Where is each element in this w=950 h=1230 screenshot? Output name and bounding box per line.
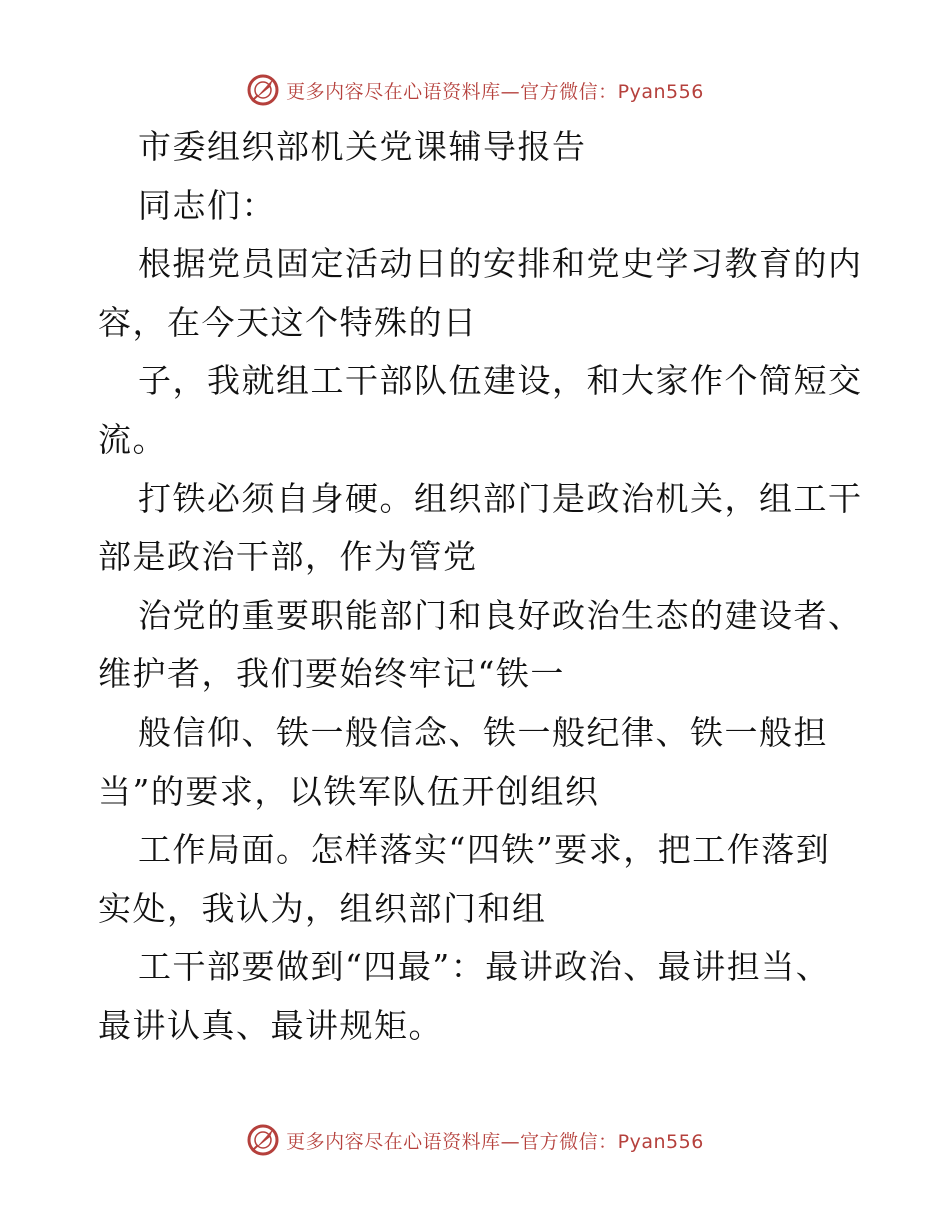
quill-pen-logo-icon <box>246 73 280 107</box>
text-line: 市委组织部机关党课辅导报告 <box>138 127 587 166</box>
header-banner-text: 更多内容尽在心语资料库—官方微信：Pyan556 <box>286 80 704 103</box>
text-line: 最讲认真、最讲规矩。 <box>98 1005 443 1045</box>
text-line: 容，在今天这个特殊的日 <box>98 302 478 342</box>
text-line: 工干部要做到“四最”：最讲政治、最讲担当、 <box>138 947 831 987</box>
footer-banner <box>0 1120 950 1160</box>
text-line: 流。 <box>98 419 167 459</box>
footer-banner-text: 更多内容尽在心语资料库—官方微信：Pyan556 <box>286 1130 704 1153</box>
text-line: 般信仰、铁一般信念、铁一般纪律、铁一般担 <box>138 712 828 752</box>
text-line: 治党的重要职能部门和良好政治生态的建设者、 <box>138 595 863 635</box>
text-line: 根据党员固定活动日的安排和党史学习教育的内 <box>138 244 863 284</box>
text-line: 同志们： <box>138 185 276 225</box>
text-line: 打铁必须自身硬。组织部门是政治机关，组工干 <box>138 478 863 518</box>
text-line: 部是政治干部，作为管党 <box>98 537 478 577</box>
text-line: 子，我就组工干部队伍建设，和大家作个简短交 <box>138 361 863 401</box>
quill-pen-logo-icon <box>246 1123 280 1157</box>
text-line: 工作局面。怎样落实“四铁”要求，把工作落到 <box>138 830 831 870</box>
header-banner <box>0 70 950 110</box>
text-line: 实处，我认为，组织部门和组 <box>98 888 547 928</box>
text-line: 维护者，我们要始终牢记“铁一 <box>98 654 565 694</box>
document-body <box>98 118 863 1056</box>
text-line: 当”的要求，以铁军队伍开创组织 <box>98 771 600 811</box>
